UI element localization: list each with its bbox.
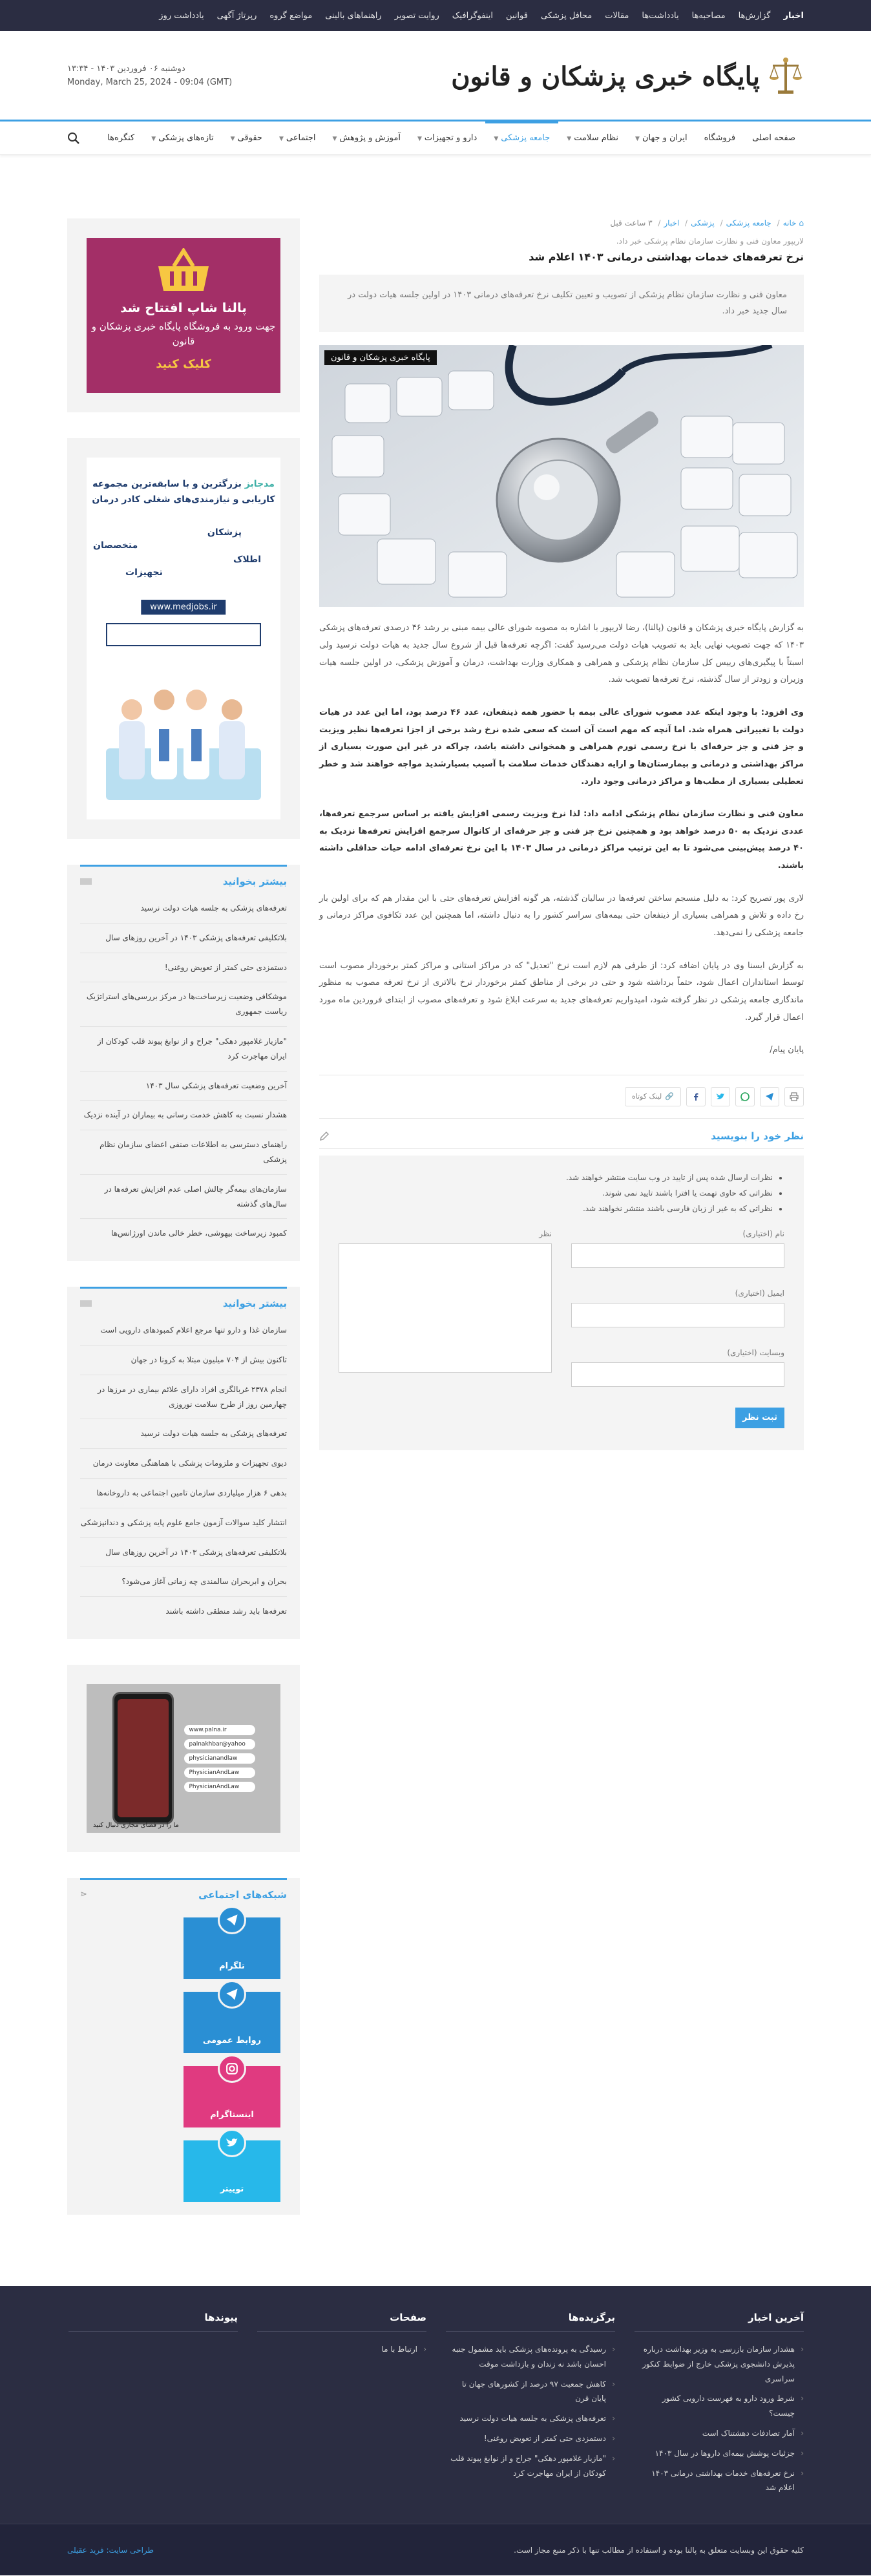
medjobs-keyword: پزشکان <box>207 527 242 538</box>
top-bar-link[interactable]: مقالات <box>605 10 629 21</box>
nav-item-label: تازه‌های پزشکی <box>158 133 214 143</box>
top-bar-link[interactable]: قوانین <box>506 10 528 21</box>
article-photo <box>319 345 804 607</box>
telegram-icon <box>218 1906 246 1934</box>
widget-list-item[interactable]: تاکنون بیش از ۷۰۴ میلیون مبتلا به کرونا در جهان <box>80 1346 287 1375</box>
widget-list-item[interactable]: دیوی تجهیزات و ملزومات پزشکی با هماهنگی معاونت درمان <box>80 1449 287 1479</box>
chevron-down-icon: ▼ <box>494 136 499 142</box>
widget-list-item[interactable]: سازمان غذا و دارو تنها مرجع اعلام کمبودهای دارویی است <box>80 1316 287 1346</box>
footer-column <box>635 2312 804 2498</box>
top-bar <box>0 0 871 31</box>
chevron-down-icon: ▼ <box>230 136 235 142</box>
follow-us-ad[interactable] <box>67 1665 300 1852</box>
shopping-basket-icon <box>154 248 213 293</box>
widget-list-item[interactable]: آخرین وضعیت تعرفه‌های پزشکی سال ۱۴۰۳ <box>80 1072 287 1101</box>
shop-ad-headline: پالنا شاپ افتتاح شد <box>120 300 247 315</box>
widget-list-item[interactable]: تعرفه‌های پزشکی به جلسه هیات دولت نرسید <box>80 894 287 924</box>
footer-column-title: آخرین اخبار <box>635 2312 804 2332</box>
share-telegram-button[interactable] <box>760 1087 779 1106</box>
widget-list-item[interactable]: بحران و ابربحران سالمندی چه زمانی آغاز می‌شود؟ <box>80 1567 287 1597</box>
social-button[interactable] <box>184 2140 280 2202</box>
chevron-down-icon: ▼ <box>567 136 572 142</box>
medjobs-keyword: اطلاک <box>233 554 261 565</box>
date-persian: دوشنبه ۰۶ فروردین ۱۴۰۳ - ۱۳:۳۴ <box>67 64 185 74</box>
nav-item-label: اجتماعی <box>286 133 316 143</box>
footer-link[interactable]: ‹ جزئیات پوشش بیمه‌ای داروها در سال ۱۴۰۳ <box>635 2444 804 2464</box>
chevron-down-icon: ▼ <box>635 136 640 142</box>
site-header <box>0 31 871 121</box>
footer-link[interactable]: ‹ هشدار سازمان بازرسی به وزیر بهداشت درباره پذیرش دانشجوی پزشکی خارج از ضوابط کنکور سراسری <box>635 2339 804 2389</box>
medjobs-line2: کاریابی و نیازمندی‌های شغلی کادر درمان <box>92 494 275 505</box>
footer-column-title: صفحات <box>257 2312 426 2332</box>
article-title: نرخ تعرفه‌های خدمات بهداشتی درمانی ۱۴۰۳ اعلام شد <box>529 251 804 263</box>
top-bar-link[interactable]: راهنماهای بالینی <box>325 10 382 21</box>
top-bar-link[interactable]: مصاحبه‌ها <box>691 10 726 21</box>
comment-rule: • نظراتی که به غیر از زبان فارسی باشند منتشر نخواهند شد. <box>339 1201 773 1216</box>
nav-item[interactable] <box>744 121 804 155</box>
submit-comment-button[interactable]: ثبت نظر <box>735 1408 784 1428</box>
widget-list-item[interactable]: تعرفه‌های پزشکی به جلسه هیات دولت نرسید <box>80 1419 287 1449</box>
social-label: روابط عمومی <box>202 2035 262 2045</box>
widget-list-item[interactable]: سازمان‌های بیمه‌گر چالش اصلی عدم افزایش تعرفه‌ها در سال‌های گذشته <box>80 1175 287 1219</box>
footer-link[interactable]: ‹ تعرفه‌های پزشکی به جلسه هیات دولت نرسید <box>446 2409 615 2429</box>
footer-link[interactable]: ‹ دستمزدی حتی کمتر از تعویض روغنی! <box>446 2429 615 2449</box>
footer-column-title: برگزیده‌ها <box>446 2312 615 2332</box>
website-label: وبسایت (اختیاری) <box>727 1347 784 1357</box>
nav-item[interactable] <box>558 121 627 155</box>
article-paragraph: به گزارش ایسنا وی در پایان اضافه کرد: از طرفی هم لازم است نرخ "تعدیل" که در مراکز استانی و مراکز کمتر برخوردار مصوب است توسط استانداران اعمال شود، حتماً برداشته شود و حتی در برخی از مناطق کمتر برخوردار نرخ بالاتری از نرخ تعرفه مصوب به منظور ماندگاری جامعه پزشکی در نظر گرفته شود، امیدواریم تعرفه‌های جدید به سرعت ابلاغ شود و تعرفه‌های مصوب از ابتدای فروردین ماه مورد اعمال قرار گیرد. <box>319 960 804 1022</box>
nav-item[interactable] <box>409 121 485 155</box>
nav-item-label: نظام سلامت <box>574 133 619 143</box>
top-bar-link[interactable]: گزارش‌ها <box>738 10 771 21</box>
footer-link[interactable]: ‹ کاهش جمعیت ۹۷ درصد از کشورهای جهان تا پایان قرن <box>446 2374 615 2409</box>
instagram-icon <box>218 2054 246 2083</box>
nav-item[interactable] <box>271 121 324 155</box>
follow-caption: ما را در فضای مجازی دنبال کنید <box>93 1821 179 1829</box>
email-label: ایمیل (اختیاری) <box>735 1288 784 1298</box>
widget-list-item[interactable]: بلاتکلیفی تعرفه‌های پزشکی ۱۴۰۳ در آخرین روزهای سال <box>80 924 287 953</box>
share-twitter-button[interactable] <box>711 1087 730 1106</box>
widget-list-item[interactable]: "مازیار غلامپور دهکی" جراح و از نوابغ پیوند قلب کودکان از ایران مهاجرت کرد <box>80 1027 287 1072</box>
medjobs-keyword: متخصصان <box>93 540 138 551</box>
whatsapp-icon <box>740 1092 750 1101</box>
comment-label: نظر <box>539 1229 552 1238</box>
chevron-down-icon: ▼ <box>151 136 156 142</box>
top-bar-link[interactable]: محافل پزشکی <box>540 10 593 21</box>
phone-illustration <box>112 1692 174 1824</box>
top-bar-link[interactable]: اینفوگرافیک <box>452 10 493 21</box>
home-icon: ⌂ <box>799 218 804 227</box>
header-date <box>67 63 232 90</box>
print-button[interactable] <box>784 1087 804 1106</box>
shop-ad-cta: کلیک کنید <box>156 357 211 371</box>
medjobs-line1: بزرگترین و با سابقه‌ترین مجموعه <box>92 479 245 489</box>
email-input[interactable] <box>571 1303 784 1327</box>
shop-ad-text: جهت ورود به فروشگاه پایگاه خبری پزشکان و قانون <box>91 321 276 347</box>
nav-item[interactable] <box>222 121 271 155</box>
twitter-icon <box>218 2129 246 2157</box>
article-paragraph: وی افزود: با وجود اینکه عدد مصوب شورای عالی بیمه با حضور همه ذینفعان، عدد ۴۶ درصد بود، اما این عدد در هیات دولت با تغییراتی همراه شد. اما آنچه که مهم است آن است که سعی شده نرخ رشد برخی از اجزا تعرفه‌ها نظیر ویزیت و جز فنی و جز حرفه‌ای با نرخ رسمی تورم همراهی و همخوانی داشته باشد، چراکه در غیر این صورت بسیاری از مراکز بهداشتی و درمانی و بیمارستان‌ها و ارایه دهندگان خدمات سلامت با آسیب بسیارشدید مواجه خواهند شد و خطر تعطیلی بسیاری از مطب‌ها و مراکز درمانی وجود دارد. <box>319 707 804 787</box>
footer-column <box>446 2312 615 2498</box>
breadcrumb-section[interactable]: اخبار <box>664 218 680 227</box>
footer-bottom-bar <box>0 2524 871 2575</box>
widget-list-item[interactable]: انجام ۲۳۷۸ غربالگری افراد دارای علائم بیماری در مرزها در چهارمین روز از طرح سلامت نوروزی <box>80 1375 287 1420</box>
widget-list-item[interactable]: بدهی ۶ هزار میلیاردی سازمان تامین اجتماعی به داروخانه‌ها <box>80 1479 287 1508</box>
edit-icon <box>319 1131 330 1141</box>
nav-item-label: آموزش و پژوهش <box>339 133 401 143</box>
sidebar <box>67 218 300 2241</box>
footer-column <box>257 2312 426 2498</box>
short-link-label: لینک کوتاه <box>631 1092 662 1101</box>
comment-section-header <box>319 1119 804 1149</box>
medjobs-brand: مدجابز <box>244 479 275 489</box>
nav-item[interactable] <box>627 121 696 155</box>
name-label: نام (اختیاری) <box>742 1229 784 1238</box>
widget-list-item[interactable]: هشدار نسبت به کاهش خدمت رسانی به بیماران در آینده نزدیک <box>80 1101 287 1130</box>
article <box>319 218 804 1450</box>
widget-list-item[interactable]: کمبود زیرساخت بیهوشی، خطر خالی ماندن اورژانس‌ها <box>111 1229 287 1238</box>
scales-of-justice-icon <box>768 57 804 96</box>
article-time: ۳ ساعت قبل <box>610 218 653 227</box>
short-link-button[interactable] <box>625 1087 681 1106</box>
widget-list-item[interactable]: موشکافی وضعیت زیرساخت‌ها در مرکز بررسی‌های استراتژیک ریاست جمهوری <box>80 982 287 1027</box>
widget-list-item[interactable]: انتشار کلید سوالات آزمون جامع علوم پایه پزشکی و دندانپزشکی <box>80 1508 287 1538</box>
breadcrumb-subcategory[interactable]: پزشکی <box>691 218 715 227</box>
article-paragraph: لاری پور تصریح کرد: به دلیل منسجم ساختن تعرفه‌ها در سالیان گذشته، هر گونه افزایش تعرفه‌های حتی با این مقدار هم که برای اولین بار رخ داده و تلاش و همراهی بسیاری از ذینفعان حتی بیمه‌های سراسر کشور را به دنبال داشته، اما همچنین این عدد تکافوی مراکز درمانی و جامعه پزشکی را نمی‌دهد. <box>319 893 804 938</box>
article-subtitle: لاریپور معاون فنی و نظارت سازمان نظام پزشکی خبر داد. <box>616 237 804 246</box>
article-body <box>319 620 804 1059</box>
read-more-widget-2 <box>67 1287 300 1639</box>
nav-item-label: ایران و جهان <box>642 133 687 143</box>
social-label: تلگرام <box>219 1961 245 1971</box>
medjobs-search-box <box>106 623 261 646</box>
widget-list-item[interactable]: بلاتکلیفی تعرفه‌های پزشکی ۱۴۰۳ در آخرین روزهای سال <box>80 1538 287 1568</box>
follow-links <box>184 1725 255 1792</box>
medjobs-ad-headline <box>87 477 280 508</box>
website-input[interactable] <box>571 1362 784 1387</box>
follow-link: PhysicianAndLaw <box>184 1782 255 1792</box>
follow-link: www.palna.ir <box>184 1725 255 1735</box>
comment-rule: • نظراتی که حاوی تهمت یا افترا باشند تایید نمی شوند. <box>339 1185 773 1201</box>
social-label: اینستاگرام <box>210 2109 254 2120</box>
share-icon: ⋖ <box>80 1890 87 1900</box>
article-lead: معاون فنی و نظارت سازمان نظام پزشکی از تصویب و تعیین تکلیف نرخ تعرفه‌های درمانی ۱۴۰۳ در اولین جلسه هیات دولت در سال جدید خبر داد. <box>319 275 804 332</box>
medjobs-url: www.medjobs.ir <box>141 600 226 615</box>
widget-tag-icon <box>80 1300 92 1307</box>
widget-list-item[interactable]: دستمزدی حتی کمتر از تعویض روغنی! <box>80 953 287 983</box>
footer-link[interactable]: ‹ "مازیار غلامپور دهکی" جراح و از نوابغ پیوند قلب کودکان از ایران مهاجرت کرد <box>446 2449 615 2484</box>
share-whatsapp-button[interactable] <box>735 1087 755 1106</box>
medjobs-ad[interactable] <box>67 438 300 839</box>
article-paragraph: پایان پیام/ <box>770 1045 804 1055</box>
main-nav <box>0 121 871 155</box>
top-bar-link[interactable]: اخبار <box>783 10 804 21</box>
footer-link[interactable]: ‹ شرط ورود دارو به فهرست دارویی کشور چیست؟ <box>635 2389 804 2423</box>
share-facebook-button[interactable] <box>686 1087 706 1106</box>
stethoscope-keyboard-image <box>319 345 804 607</box>
nav-item-label: فروشگاه <box>704 133 736 143</box>
comment-form <box>319 1156 804 1450</box>
medjobs-keyword: تجهیزات <box>125 567 163 578</box>
widget-list-item[interactable]: راهنمای دسترسی به اطلاعات صنفی اعضای سازمان نظام پزشکی <box>80 1130 287 1175</box>
chevron-down-icon: ▼ <box>332 136 337 142</box>
widget-list-item[interactable]: تعرفه‌ها باید رشد منطقی داشته باشند <box>165 1607 287 1616</box>
photo-watermark: پایگاه خبری پزشکان و قانون <box>324 350 437 365</box>
copyright-text: کلیه حقوق این وبسایت متعلق به پالنا بوده و استفاده از مطالب تنها با ذکر منبع مجاز است. <box>514 2546 804 2555</box>
footer-column <box>68 2312 238 2498</box>
top-bar-links <box>67 0 804 31</box>
search-icon[interactable] <box>67 132 80 145</box>
social-button[interactable] <box>184 1917 280 1979</box>
follow-link: PhysicianAndLaw <box>184 1768 255 1778</box>
link-icon: 🔗 <box>665 1092 674 1101</box>
follow-link: palnakhbar@yahoo <box>184 1739 255 1749</box>
nav-item[interactable] <box>324 121 409 155</box>
footer-link[interactable]: ‹ ارتباط با ما <box>257 2339 426 2360</box>
chevron-down-icon: ▼ <box>417 136 422 142</box>
telegram-icon <box>218 1980 246 2009</box>
footer-column-title: پیوندها <box>68 2312 238 2332</box>
article-paragraph: معاون فنی و نظارت سازمان نظام پزشکی ادامه داد: لذا نرخ ویزیت رسمی افزایش یافته بر اساس سرجمع تعرفه‌ها، عددی نزدیک به ۵۰ درصد خواهد بود و همچنین نرخ جز فنی و جز حرفه‌ای از کانوال سرجمع افزایش تعرفه‌ها نزدیک به ۴۰ درصد پیش‌بینی می‌شود تا به این ترتیب مراکز درمانی در سال ۱۴۰۳ با این نرخ تعرفه‌ای ادامه حیات حداقلی داشته باشند. <box>319 809 804 871</box>
facebook-icon <box>691 1092 700 1101</box>
breadcrumb-home[interactable]: خانه <box>782 218 797 227</box>
nav-item-label: جامعه پزشکی <box>501 133 551 143</box>
footer-link[interactable]: ‹ نرخ تعرفه‌های خدمات بهداشتی درمانی ۱۴۰۳ اعلام شد <box>635 2464 804 2498</box>
widget-title: شبکه‌های اجتماعی <box>198 1888 287 1901</box>
follow-link: physicianandlaw <box>184 1753 255 1764</box>
top-bar-link[interactable]: مواضع گروه <box>269 10 313 21</box>
article-paragraph: به گزارش پایگاه خبری پزشکان و قانون (پالنا)، رضا لاریپور با اشاره به مصوبه شورای عالی بیمه مبنی بر رشد ۴۶ درصدی تعرفه‌های پزشکی ۱۴۰۳ که جهت تصویب نهایی باید به تصویب هیات دولت می‌رسید گفت: اگرچه تعرفه‌ها قبل از شروع سال جدید به هیات دولت نرسید ولی اسبتاً با پیگیری‌های رییس کل سازمان نظام پزشکی و همراهی و همکاری وزارت بهداشت، درمان و آموزش پزشکی، در اولین جلسه هیات وزیران و زودتر از سال گذشته، نرخ تعرفه‌ها تصویب شد. <box>319 623 804 685</box>
nav-item-label: دارو و تجهیزات <box>424 133 477 143</box>
footer-link[interactable]: ‹ آمار تصادفات دهشتناک است <box>635 2423 804 2444</box>
social-label: توییتر <box>220 2184 244 2194</box>
footer-link[interactable]: ‹ رسیدگی به پرونده‌های پزشکی باید مشمول جنبه احسان باشد نه زندان و بازداشت موقت <box>446 2339 615 2374</box>
twitter-icon <box>716 1092 725 1101</box>
nav-item[interactable] <box>696 121 744 155</box>
print-icon <box>790 1092 799 1101</box>
site-footer <box>0 2286 871 2524</box>
breadcrumb-category[interactable]: جامعه پزشکی <box>726 218 771 227</box>
date-gregorian: Monday, March 25, 2024 - 09:04 (GMT) <box>67 78 233 87</box>
nav-item-label: حقوقی <box>237 133 262 143</box>
nav-item-label: صفحه اصلی <box>752 133 795 143</box>
breadcrumb: ⌂ خانه/ جامعه پزشکی/ پزشکی/ اخبار/ ۳ ساعت قبل <box>610 218 804 227</box>
shop-ad[interactable] <box>67 218 300 412</box>
logo-text: پایگاه خبری پزشکان و قانون <box>451 61 760 92</box>
chevron-down-icon: ▼ <box>278 136 284 142</box>
comment-rules <box>339 1170 784 1216</box>
nav-item-label: کنگره‌ها <box>107 133 135 143</box>
read-more-widget <box>67 865 300 1261</box>
site-credit-link[interactable]: طراحی سایت: فرید عقیلی <box>67 2546 154 2555</box>
share-bar <box>319 1075 804 1119</box>
nav-item[interactable] <box>99 121 143 155</box>
social-button[interactable] <box>184 1992 280 2053</box>
widget-tag-icon <box>80 878 92 885</box>
telegram-icon <box>765 1092 774 1101</box>
comment-textarea[interactable] <box>339 1243 552 1373</box>
comment-rule: • نظرات ارسال شده پس از تایید در وب سایت منتشر خواهند شد. <box>339 1170 773 1185</box>
name-input[interactable] <box>571 1243 784 1268</box>
comment-section-title: نظر خود را بنویسید <box>711 1130 804 1142</box>
nav-item[interactable] <box>143 121 222 155</box>
social-button[interactable] <box>184 2066 280 2127</box>
top-bar-link[interactable]: یادداشت‌ها <box>642 10 679 21</box>
widget-title: بیشتر بخوانید <box>222 876 287 887</box>
widget-title: بیشتر بخوانید <box>222 1298 287 1310</box>
nav-item[interactable] <box>485 121 558 155</box>
social-widget <box>67 1878 300 2215</box>
top-bar-link[interactable]: رپرتاژ آگهی <box>216 10 257 21</box>
medical-staff-illustration <box>106 664 261 807</box>
top-bar-link[interactable]: یادداشت روز <box>159 10 204 21</box>
site-logo[interactable] <box>451 57 804 96</box>
top-bar-link[interactable]: روایت تصویر <box>394 10 439 21</box>
